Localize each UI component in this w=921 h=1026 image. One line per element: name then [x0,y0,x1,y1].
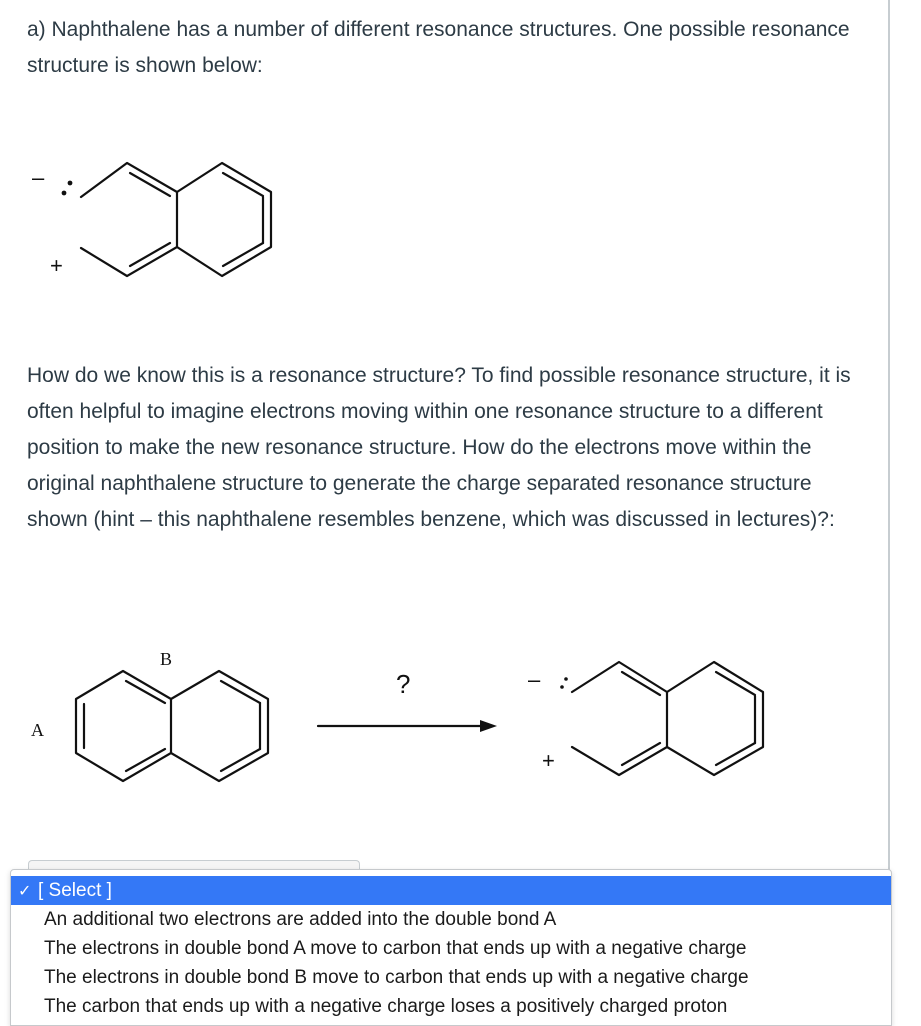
label-a: A [31,720,44,740]
dropdown-option[interactable] [11,905,891,934]
reaction-arrow-head [480,720,497,732]
option-label: The electrons in double bond B move to carbon that ends up with a negative charge [44,967,749,988]
negative-charge: – [528,667,541,692]
check-icon: ✓ [18,883,32,900]
lone-pair-dot [62,191,67,196]
lone-pair-dot [560,685,564,689]
right-ring-bonds [171,671,268,781]
positive-charge: + [542,748,555,773]
option-label: The electrons in double bond A move to carbon that ends up with a negative charge [44,938,747,959]
left-ring-bonds [76,671,171,781]
right-ring-bonds [667,662,763,775]
negative-charge: – [32,165,45,190]
left-ring-bonds [81,163,177,276]
resonance-structure-top [81,163,271,276]
option-label: [ Select ] [38,880,112,901]
naphthalene-structure-a-b [76,671,268,781]
dropdown-option[interactable] [11,934,891,963]
label-b: B [160,649,173,669]
right-ring-bonds [177,163,271,276]
question-intro: a) Naphthalene has a number of different resonance structures. One possible resonance structure is shown below: [27,18,850,77]
dropdown-option[interactable] [11,963,891,992]
left-ring-bonds [572,662,667,775]
arrow-question-mark: ? [396,669,411,699]
lone-pair-dot [564,677,568,681]
question-body: How do we know this is a resonance structure? To find possible resonance structure, it is often helpful to imagine electrons moving within one resonance structure to a different position to make the new resonance structure. How do the electrons move within the original naphthalene structure to generate the charge separated resonance structure shown (hint – this naphthalene resembles benzene, which was discussed in lectures)?: [27,364,851,531]
dropdown-option-select[interactable] [11,876,891,905]
option-label: The carbon that ends up with a negative charge loses a positively charged proton [44,996,728,1017]
option-label: An additional two electrons are added into the double bond A [44,909,557,930]
answer-dropdown-list[interactable] [10,869,892,1026]
dropdown-option[interactable] [11,992,891,1021]
resonance-structure-product [572,662,763,775]
lone-pair-dot [68,181,73,186]
positive-charge: + [50,253,63,278]
